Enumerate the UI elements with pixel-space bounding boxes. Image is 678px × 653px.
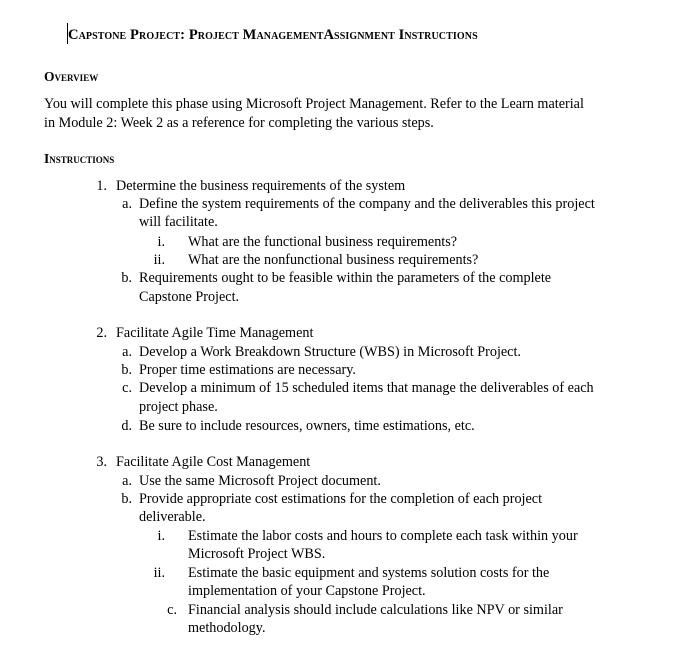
- list-marker: c.: [122, 380, 132, 396]
- list-marker: i.: [157, 528, 165, 544]
- overview-line: in Module 2: Week 2 as a reference for completing the various steps.: [44, 115, 434, 131]
- list-marker: b.: [121, 270, 132, 286]
- list-marker: a.: [122, 473, 132, 489]
- list-item-text: Microsoft Project WBS.: [188, 546, 326, 562]
- list-item-text: project phase.: [139, 399, 218, 415]
- list-marker: b.: [121, 491, 132, 507]
- list-item-text: Define the system requirements of the company and the deliverables this project: [139, 196, 595, 212]
- list-item-text: Use the same Microsoft Project document.: [139, 473, 381, 489]
- list-item-text: What are the functional business requirements?: [188, 234, 458, 250]
- list-item-text: implementation of your Capstone Project.: [188, 583, 426, 599]
- list-marker: 3.: [96, 454, 107, 470]
- list-item-text: What are the nonfunctional business requirements?: [188, 252, 479, 268]
- list-item-text: methodology.: [188, 620, 266, 636]
- list-marker: c.: [167, 602, 177, 618]
- list-item-text: Capstone Project.: [139, 289, 240, 305]
- list-item-text: Facilitate Agile Time Management: [116, 325, 314, 341]
- list-marker: d.: [121, 418, 132, 434]
- list-item-text: Estimate the labor costs and hours to complete each task within your: [188, 528, 578, 544]
- list-item-text: Be sure to include resources, owners, time estimations, etc.: [139, 418, 475, 434]
- list-item-text: deliverable.: [139, 509, 206, 525]
- overview-line: You will complete this phase using Microsoft Project Management. Refer to the Learn material: [44, 96, 584, 112]
- list-item-text: Financial analysis should include calculations like NPV or similar: [188, 602, 563, 618]
- list-marker: i.: [157, 234, 165, 250]
- list-item-text: Facilitate Agile Cost Management: [116, 454, 311, 470]
- document-title: Capstone Project: Project ManagementAssignment Instructions: [68, 27, 478, 43]
- list-marker: ii.: [153, 252, 165, 268]
- instructions-heading: Instructions: [44, 151, 115, 166]
- list-item-text: Estimate the basic equipment and systems solution costs for the: [188, 565, 550, 581]
- list-marker: a.: [122, 344, 132, 360]
- list-marker: ii.: [153, 565, 165, 581]
- list-item-text: Develop a minimum of 15 scheduled items that manage the deliverables of each: [139, 380, 594, 396]
- list-item-text: will facilitate.: [139, 214, 218, 230]
- list-item-text: Determine the business requirements of the system: [116, 178, 406, 194]
- list-item-text: Provide appropriate cost estimations for the completion of each project: [139, 491, 543, 507]
- list-marker: a.: [122, 196, 132, 212]
- list-marker: 1.: [96, 178, 107, 194]
- list-marker: 2.: [96, 325, 107, 341]
- list-item-text: Develop a Work Breakdown Structure (WBS) in Microsoft Project.: [139, 344, 521, 360]
- list-item-text: Proper time estimations are necessary.: [139, 362, 356, 378]
- list-item-text: Requirements ought to be feasible within the parameters of the complete: [139, 270, 552, 286]
- overview-heading: Overview: [44, 69, 99, 84]
- list-marker: b.: [121, 362, 132, 378]
